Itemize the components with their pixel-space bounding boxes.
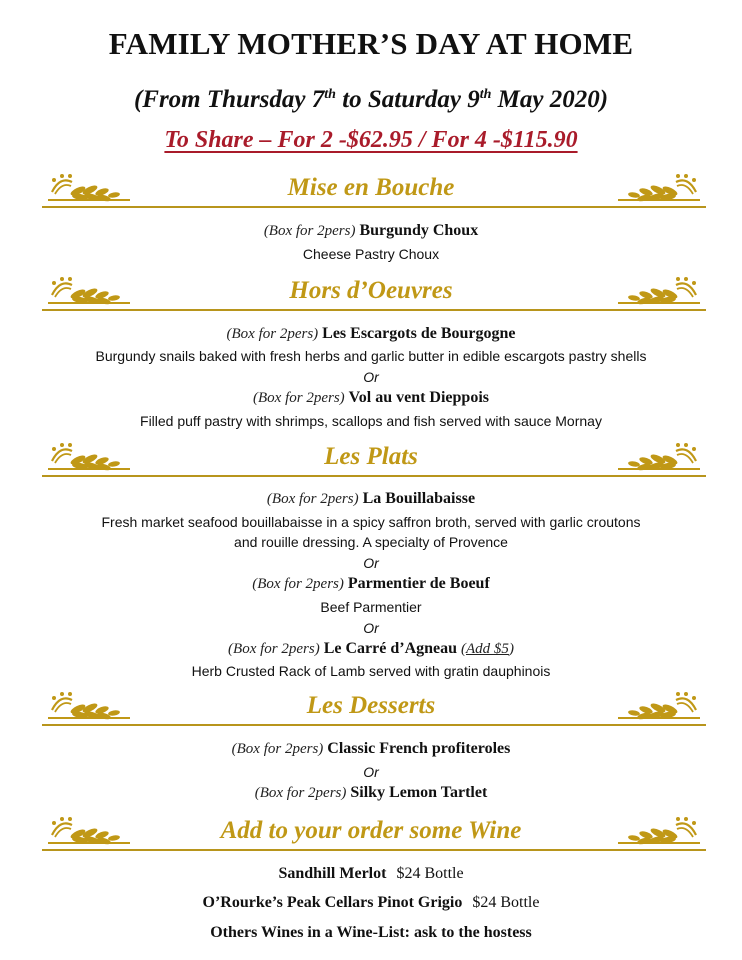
wine-name: O’Rourke’s Peak Cellars Pinot Grigio <box>202 894 463 911</box>
or-separator: Or <box>363 764 379 780</box>
dates-suffix: May 2020) <box>491 86 609 113</box>
page-title: FAMILY MOTHER’S DAY AT HOME <box>108 26 634 61</box>
section-title-plats: Les Plats <box>324 443 418 470</box>
wine-name: Sandhill Merlot <box>278 865 387 882</box>
dish-name: Les Escargots de Bourgogne <box>322 325 516 342</box>
dish-name: Burgundy Choux <box>359 222 479 239</box>
dish-line <box>0 740 742 758</box>
dish-description: Burgundy snails baked with fresh herbs and garlic butter in edible escargots pastry shells <box>95 348 647 364</box>
addon-price: Add $5 <box>466 641 509 657</box>
section-header-hors <box>0 275 742 315</box>
dish-line <box>0 575 742 593</box>
dish-description: Beef Parmentier <box>320 599 422 615</box>
wheat-ornament-icon <box>614 815 706 853</box>
box-note: (Box for 2pers) <box>253 390 345 406</box>
section-title-hors: Hors d’Oeuvres <box>289 277 453 304</box>
box-note: (Box for 2pers) <box>226 326 319 342</box>
section-header-mise <box>0 172 742 212</box>
dish-line <box>0 325 742 343</box>
dates-mid: to Saturday 9 <box>335 86 480 113</box>
box-note: (Box for 2pers) <box>263 223 356 239</box>
box-note: (Box for 2pers) <box>254 785 347 801</box>
dish-name: Classic French profiteroles <box>327 740 511 757</box>
dish-line <box>0 389 742 407</box>
section-divider <box>42 309 706 311</box>
wine-item <box>0 924 742 942</box>
dish-name: La Bouillabaisse <box>362 490 476 507</box>
dish-name: Vol au vent Dieppois <box>348 389 489 406</box>
section-divider <box>42 475 706 477</box>
section-header-desserts <box>0 690 742 730</box>
dish-line <box>0 222 742 240</box>
dish-description: Herb Crusted Rack of Lamb served with gratin dauphinois <box>191 663 551 679</box>
dish-description: and rouille dressing. A specialty of Provence <box>234 534 508 550</box>
box-note: (Box for 2pers) <box>231 741 324 757</box>
section-header-wine <box>0 815 742 855</box>
wine-price: $24 Bottle <box>472 894 540 911</box>
dish-line <box>0 784 742 802</box>
section-divider <box>42 724 706 726</box>
share-price-banner: To Share – For 2 -$62.95 / For 4 -$115.90 <box>164 127 578 153</box>
wine-item <box>0 865 742 883</box>
or-separator: Or <box>363 620 379 636</box>
dates-sup-1: th <box>324 87 336 102</box>
or-separator: Or <box>363 369 379 385</box>
section-title-mise: Mise en Bouche <box>287 174 455 201</box>
dish-name: Silky Lemon Tartlet <box>350 784 488 801</box>
section-title-wine: Add to your order some Wine <box>220 817 522 844</box>
section-divider <box>42 849 706 851</box>
wine-price: $24 Bottle <box>396 865 464 882</box>
dish-description: Filled puff pastry with shrimps, scallops and fish served with sauce Mornay <box>140 413 602 429</box>
addon-paren-close: ) <box>508 641 514 657</box>
addon-paren-open: ( <box>461 641 467 657</box>
wine-item <box>0 894 742 912</box>
dates-prefix: (From Thursday 7 <box>133 86 325 113</box>
dish-line <box>0 640 742 658</box>
dish-line <box>0 490 742 508</box>
wheat-ornament-icon <box>614 441 706 479</box>
dish-name: Parmentier de Boeuf <box>347 575 490 592</box>
or-separator: Or <box>363 555 379 571</box>
box-note: (Box for 2pers) <box>266 491 359 507</box>
wheat-ornament-icon <box>614 275 706 313</box>
wheat-ornament-icon <box>614 690 706 728</box>
box-note: (Box for 2pers) <box>228 641 320 657</box>
section-title-desserts: Les Desserts <box>306 692 436 719</box>
dates-sup-2: th <box>479 87 492 102</box>
wine-list-note: Others Wines in a Wine-List: ask to the hostess <box>210 924 532 941</box>
date-range <box>0 86 742 114</box>
section-divider <box>42 206 706 208</box>
wheat-ornament-icon <box>614 172 706 210</box>
section-header-plats <box>0 441 742 481</box>
box-note: (Box for 2pers) <box>252 576 344 592</box>
dish-description: Fresh market seafood bouillabaisse in a spicy saffron broth, served with garlic croutons <box>101 514 641 530</box>
dish-name: Le Carré d’Agneau <box>323 640 458 657</box>
dish-description: Cheese Pastry Choux <box>302 246 440 262</box>
